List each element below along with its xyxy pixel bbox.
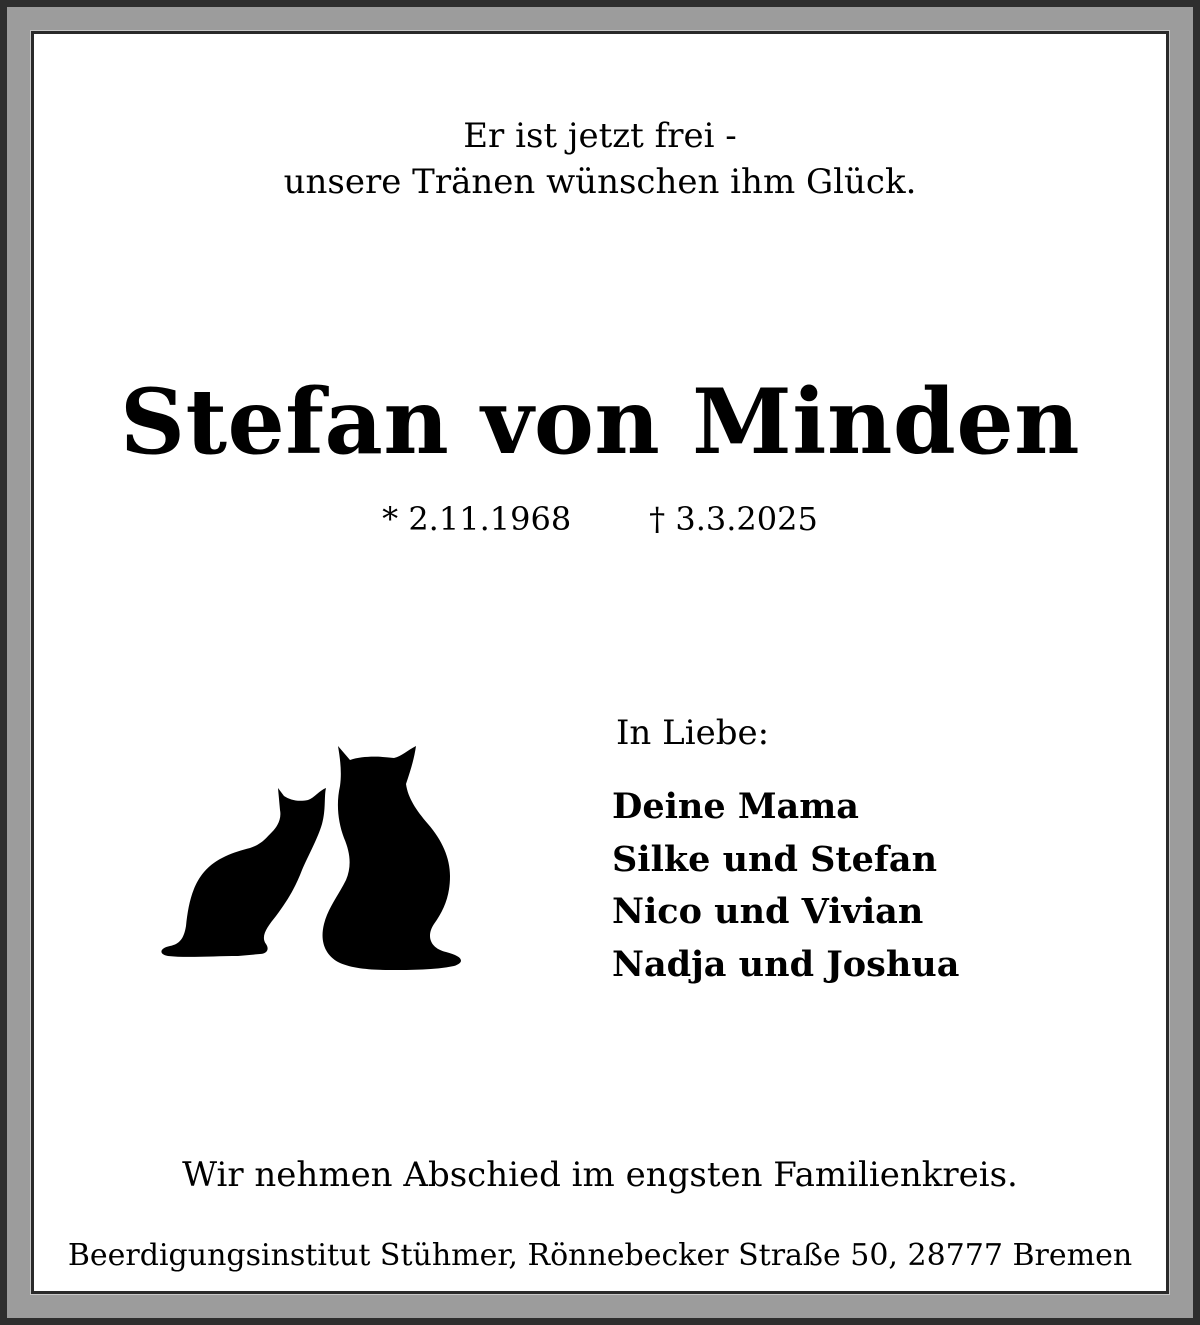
motto-line-1: Er ist jetzt frei - <box>463 116 737 156</box>
funeral-home-address: Beerdigungsinstitut Stühmer, Rönnebecker Straße 50, 28777 Bremen <box>67 1238 1133 1273</box>
mourner-name: Deine Mama <box>612 786 859 827</box>
mourners-heading: In Liebe: <box>616 713 770 753</box>
deceased-name: Stefan von Minden <box>119 369 1081 475</box>
large-cat-icon <box>323 746 461 970</box>
two-cats-icon <box>154 740 474 980</box>
death-date: † 3.3.2025 <box>649 500 818 538</box>
mourner-name: Silke und Stefan <box>612 838 938 880</box>
life-dates <box>34 497 1166 541</box>
obituary-card <box>31 31 1169 1294</box>
birth-date: * 2.11.1968 <box>382 500 572 538</box>
motto <box>34 113 1166 205</box>
mourner-name: Nico und Vivian <box>612 891 924 932</box>
farewell-note: Wir nehmen Abschied im engsten Familienkreis. <box>182 1155 1018 1195</box>
motto-line-2: unsere Tränen wünschen ihm Glück. <box>283 162 917 202</box>
small-cat-icon <box>161 788 326 957</box>
mourner-name: Nadja und Joshua <box>612 943 960 985</box>
mourners-list <box>612 781 959 991</box>
